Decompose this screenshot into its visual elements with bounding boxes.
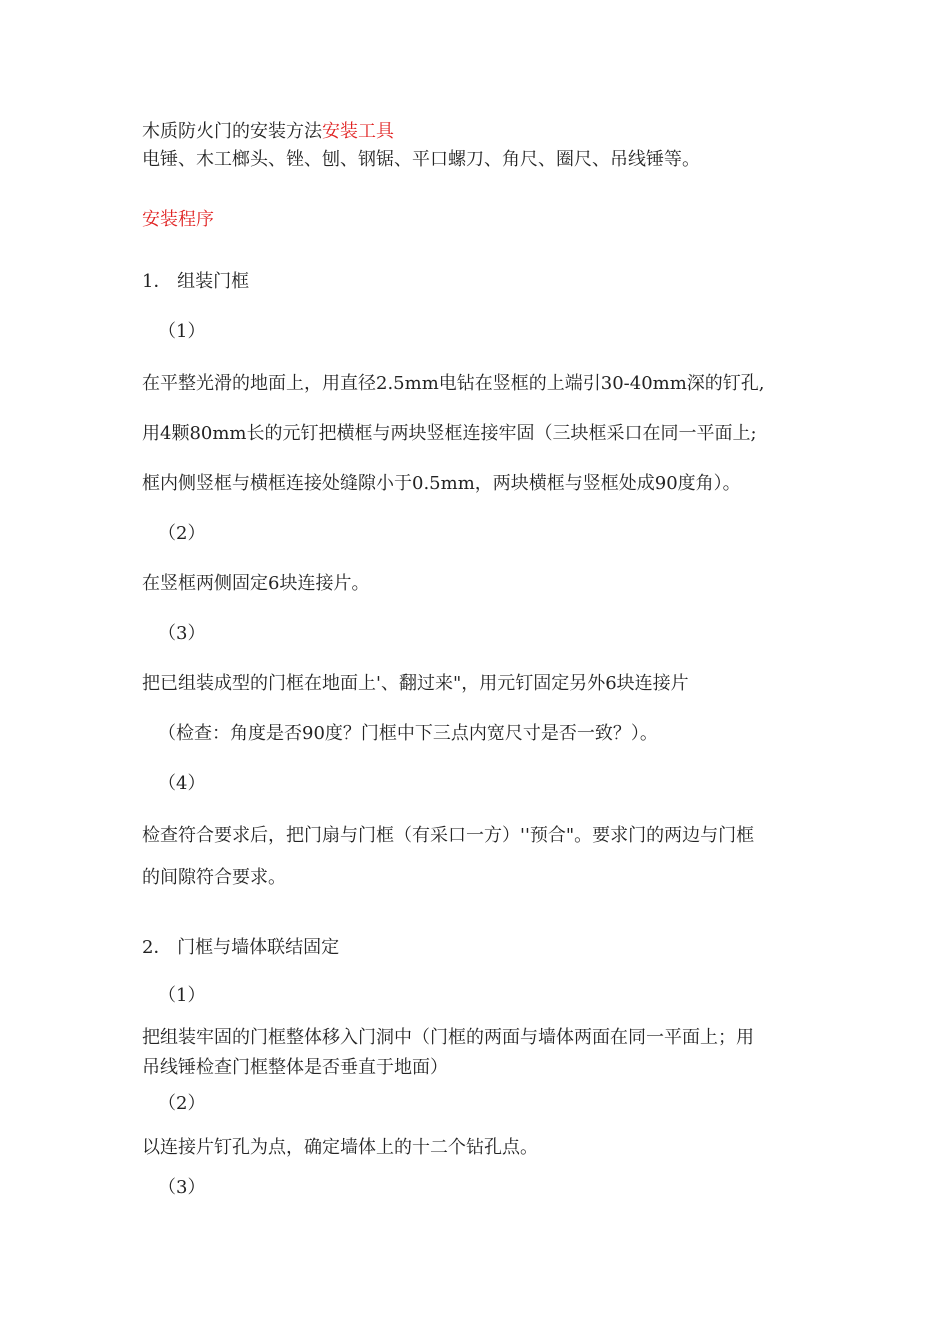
step2-item1-line-2: 吊线锤检查门框整体是否垂直于地面）	[142, 1057, 448, 1078]
step1-item3-label: （3）	[158, 623, 206, 644]
title-line	[142, 120, 394, 144]
step1-heading: 1． 组装门框	[142, 271, 250, 292]
step1-item1-label: （1）	[158, 321, 206, 342]
step1-item2-label: （2）	[158, 523, 206, 544]
step2-item3-label: （3）	[158, 1177, 206, 1198]
step2-item2-label: （2）	[158, 1093, 206, 1114]
step1-item3-text: 把已组装成型的门框在地面上'、翻过来"，用元钉固定另外6块连接片	[142, 673, 689, 694]
step1-item1-line-2: 用4颗80mm长的元钉把横框与两块竖框连接牢固（三块框采口在同一平面上;	[142, 423, 757, 444]
title-text: 木质防火门的安装方法	[142, 121, 322, 142]
step2-item2-text: 以连接片钉孔为点，确定墙体上的十二个钻孔点。	[142, 1137, 538, 1158]
step1-item1-line-3: 框内侧竖框与横框连接处缝隙小于0.5mm，两块横框与竖框处成90度角）。	[142, 473, 741, 494]
step1-item2-text: 在竖框两侧固定6块连接片。	[142, 573, 370, 594]
step2-item1-label: （1）	[158, 985, 206, 1006]
step1-item3-check: （检查：角度是否90度？门框中下三点内宽尺寸是否一致？）。	[158, 723, 658, 744]
step1-item4-line-2: 的间隙符合要求。	[142, 867, 286, 888]
step2-item1-line-1: 把组装牢固的门框整体移入门洞中（门框的两面与墙体两面在同一平面上；用	[142, 1027, 754, 1048]
step2-heading: 2． 门框与墙体联结固定	[142, 937, 340, 958]
step1-item4-label: （4）	[158, 773, 206, 794]
step1-item1-line-1: 在平整光滑的地面上，用直径2.5mm电钻在竖框的上端引30-40mm深的钉孔,	[142, 373, 765, 394]
section-heading: 安装程序	[142, 209, 214, 230]
title-highlight: 安装工具	[322, 121, 394, 142]
step1-item4-line-1: 检查符合要求后，把门扇与门框（有采口一方）''预合"。要求门的两边与门框	[142, 825, 755, 846]
tools-list: 电锤、木工榔头、锉、刨、钢锯、平口螺刀、角尺、圈尺、吊线锤等。	[142, 149, 700, 170]
